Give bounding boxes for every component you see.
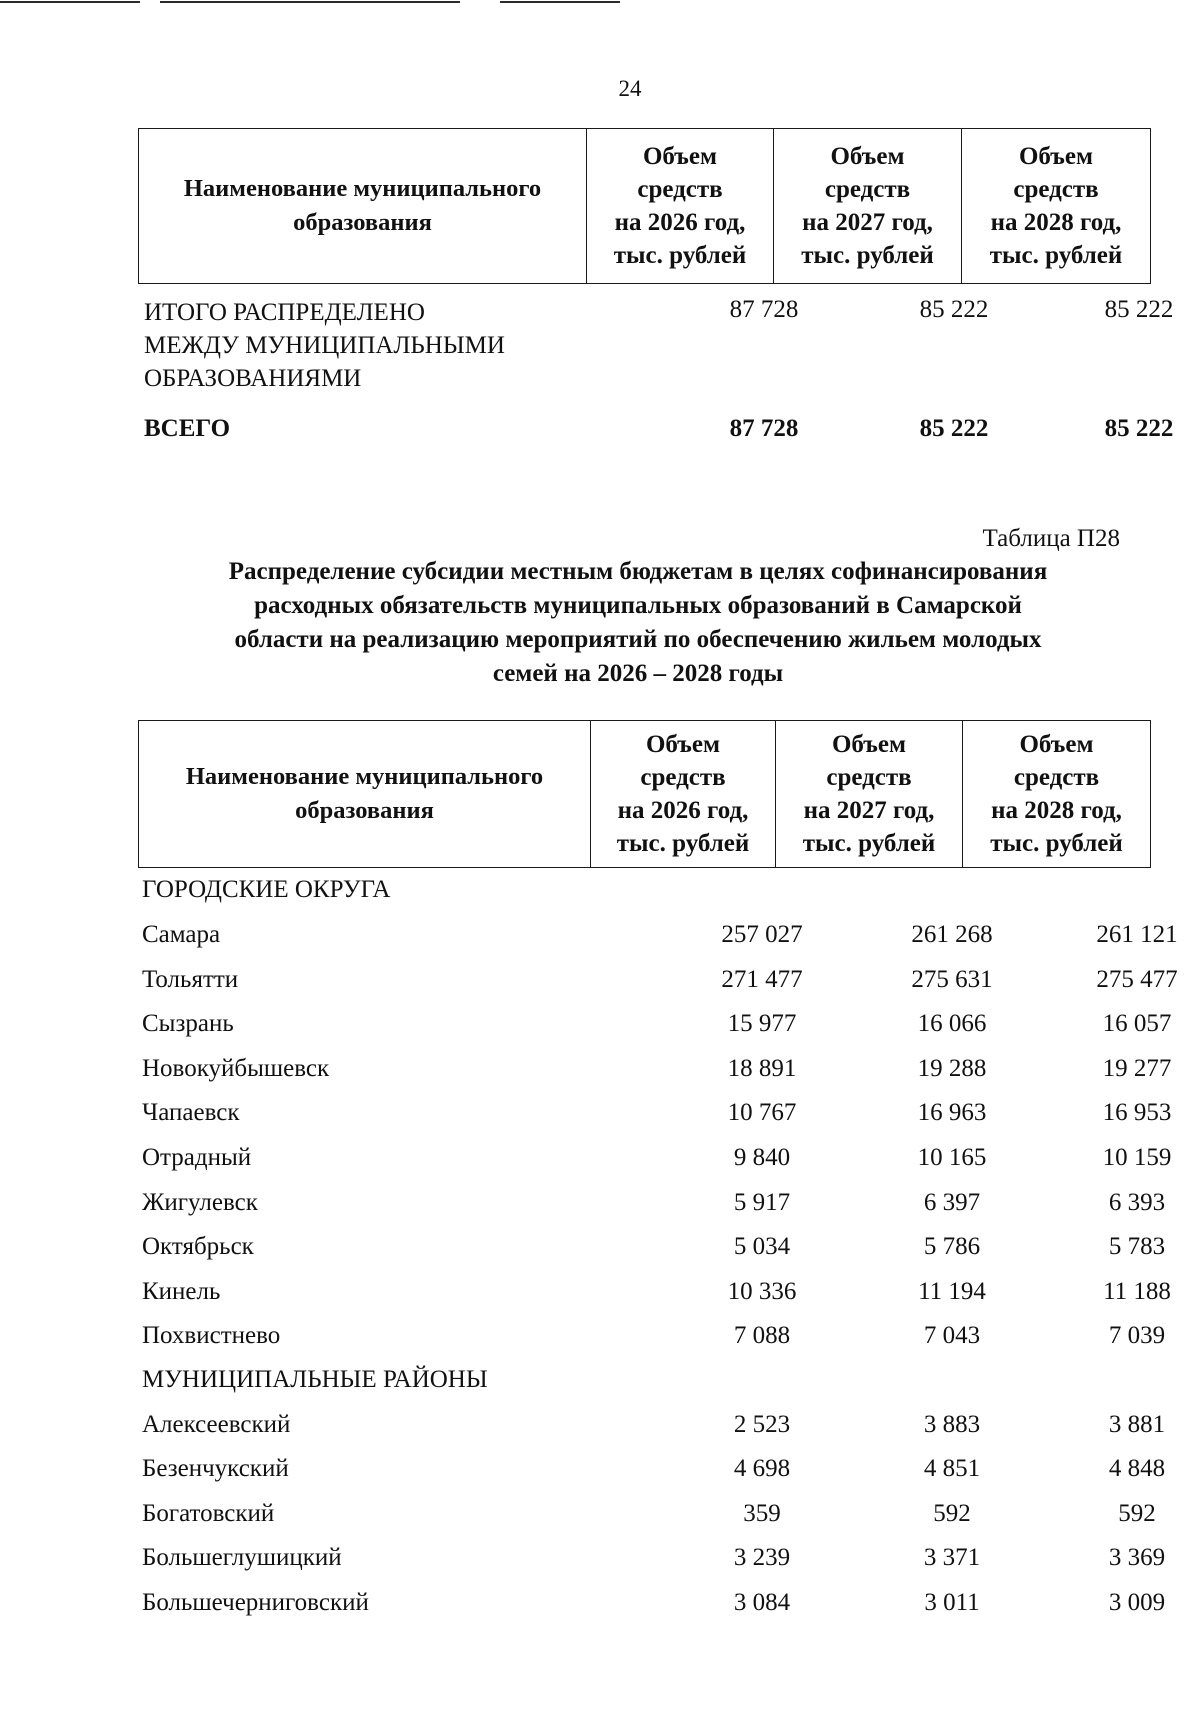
value-2026: 15 977 [727, 1010, 797, 1037]
value-2026: 3 084 [733, 1589, 791, 1616]
row-name: Новокуйбышевск [142, 1055, 330, 1082]
row-name: Чапаевск [142, 1099, 240, 1126]
section-heading-municipal-districts: МУНИЦИПАЛЬНЫЕ РАЙОНЫ [142, 1366, 488, 1393]
itogo-line: ИТОГО РАСПРЕДЕЛЕНО [144, 299, 425, 326]
value-2026: 359 [743, 1500, 781, 1527]
value-2027: 3 371 [923, 1544, 981, 1571]
header-line: тыс. рублей [989, 242, 1123, 269]
value-2028: 261 121 [1096, 921, 1178, 948]
header-line: средств [826, 764, 912, 791]
header-line: Объем [1018, 143, 1094, 170]
vsego-label: ВСЕГО [144, 415, 231, 442]
value-2027: 85 222 [919, 296, 989, 323]
header-line: средств [1013, 176, 1099, 203]
value-2026: 10 767 [727, 1099, 797, 1126]
value-2028: 7 039 [1108, 1322, 1166, 1349]
value-2027: 16 066 [917, 1010, 987, 1037]
value-2027: 16 963 [917, 1099, 987, 1126]
value-2027: 3 011 [924, 1589, 980, 1616]
row-name: Тольятти [142, 966, 239, 993]
row-name: Большечерниговский [142, 1589, 369, 1616]
header-name-label: Наименование муниципального образования [185, 763, 544, 824]
value-2028: 3 369 [1108, 1544, 1166, 1571]
header-line: средств [637, 176, 723, 203]
scan-artifact-line [160, 1, 460, 3]
row-name: Отрадный [142, 1144, 252, 1171]
row-name: Сызрань [142, 1010, 234, 1037]
value-2028: 16 953 [1102, 1099, 1172, 1126]
section-heading-city-districts: ГОРОДСКИЕ ОКРУГА [142, 876, 391, 903]
header-line: тыс. рублей [990, 830, 1123, 857]
header-line: тыс. рублей [613, 242, 747, 269]
value-2027: 275 631 [911, 966, 993, 993]
value-2027: 10 165 [917, 1144, 987, 1171]
title-line: семей на 2026 – 2028 годы [492, 660, 784, 687]
header-col-2027 [776, 721, 963, 868]
value-2026: 5 034 [733, 1233, 791, 1260]
header-name-cell [139, 721, 591, 868]
value-2028: 19 277 [1102, 1055, 1172, 1082]
value-2026: 5 917 [733, 1189, 791, 1216]
header-col-2027 [774, 129, 962, 284]
header-line: средств [1013, 764, 1100, 791]
value-2028: 6 393 [1108, 1189, 1166, 1216]
row-name: Жигулевск [142, 1189, 258, 1216]
header-line: средств [824, 176, 911, 203]
header-line: средств [640, 764, 726, 791]
value-2026: 271 477 [721, 966, 803, 993]
header-line: на 2027 год, [803, 797, 935, 824]
table-title [128, 555, 1148, 691]
itogo-line: ОБРАЗОВАНИЯМИ [144, 365, 362, 392]
row-name: Октябрьск [142, 1233, 254, 1260]
value-2028: 85 222 [1104, 296, 1174, 323]
main-table-header [138, 720, 1151, 868]
header-col-2026 [587, 129, 774, 284]
header-col-2028 [963, 721, 1151, 868]
header-line: на 2026 год, [617, 797, 749, 824]
value-2027: 85 222 [919, 415, 989, 442]
value-2026: 3 239 [733, 1544, 791, 1571]
value-2027: 592 [933, 1500, 971, 1527]
value-2026: 7 088 [733, 1322, 791, 1349]
value-2028: 5 783 [1108, 1233, 1166, 1260]
value-2027: 3 883 [923, 1411, 981, 1438]
value-2028: 11 188 [1103, 1278, 1171, 1305]
value-2026: 87 728 [729, 415, 799, 442]
value-2028: 3 009 [1108, 1589, 1166, 1616]
scan-artifact-line [500, 1, 620, 3]
header-name-cell [139, 129, 587, 284]
value-2028: 275 477 [1096, 966, 1178, 993]
value-2027: 5 786 [923, 1233, 981, 1260]
title-line: расходных обязательств муниципальных образований в Самарской [254, 592, 1022, 619]
value-2027: 4 851 [923, 1455, 981, 1482]
value-2026: 9 840 [733, 1144, 791, 1171]
title-line: Распределение субсидии местным бюджетам в целях софинансирования [228, 558, 1048, 585]
header-line: Объем [645, 731, 721, 758]
header-line: Объем [1019, 731, 1094, 758]
value-2026: 2 523 [733, 1411, 791, 1438]
value-2027: 6 397 [923, 1189, 981, 1216]
header-line: на 2028 год, [990, 209, 1122, 236]
value-2028: 592 [1118, 1500, 1156, 1527]
value-2027: 19 288 [917, 1055, 987, 1082]
header-line: тыс. рублей [801, 242, 934, 269]
row-name: Кинель [142, 1278, 221, 1305]
header-line: Объем [642, 143, 718, 170]
header-name-label: Наименование муниципального образования [183, 175, 542, 236]
value-2028: 10 159 [1102, 1144, 1172, 1171]
header-line: на 2026 год, [614, 209, 746, 236]
header-line: на 2028 год, [991, 797, 1122, 824]
value-2027: 7 043 [923, 1322, 981, 1349]
header-line: на 2027 год, [802, 209, 933, 236]
value-2026: 257 027 [721, 921, 803, 948]
value-2026: 18 891 [727, 1055, 797, 1082]
row-name: Большеглушицкий [142, 1544, 342, 1571]
header-line: тыс. рублей [802, 830, 936, 857]
value-2028: 16 057 [1102, 1010, 1172, 1037]
value-2028: 85 222 [1104, 415, 1174, 442]
top-table-header [138, 128, 1151, 284]
row-name: Богатовский [142, 1500, 275, 1527]
page-number: 24 [618, 76, 642, 101]
value-2027: 11 194 [918, 1278, 986, 1305]
header-line: Объем [830, 143, 905, 170]
row-name: Алексеевский [142, 1411, 291, 1438]
row-name: Безенчукский [142, 1455, 289, 1482]
header-col-2028 [962, 129, 1151, 284]
header-line: Объем [831, 731, 907, 758]
header-col-2026 [591, 721, 776, 868]
value-2026: 10 336 [727, 1278, 797, 1305]
table-label: Таблица П28 [982, 525, 1120, 552]
value-2028: 3 881 [1108, 1411, 1166, 1438]
value-2027: 261 268 [911, 921, 993, 948]
itogo-line: МЕЖДУ МУНИЦИПАЛЬНЫМИ [144, 332, 505, 359]
value-2026: 87 728 [729, 296, 799, 323]
itogo-label [144, 296, 505, 395]
row-name: Похвистнево [142, 1322, 281, 1349]
row-name: Самара [142, 921, 221, 948]
value-2026: 4 698 [733, 1455, 791, 1482]
header-line: тыс. рублей [616, 830, 750, 857]
scan-artifact-line [0, 1, 140, 3]
title-line: области на реализацию мероприятий по обеспечению жильем молодых [234, 626, 1042, 653]
value-2028: 4 848 [1108, 1455, 1166, 1482]
